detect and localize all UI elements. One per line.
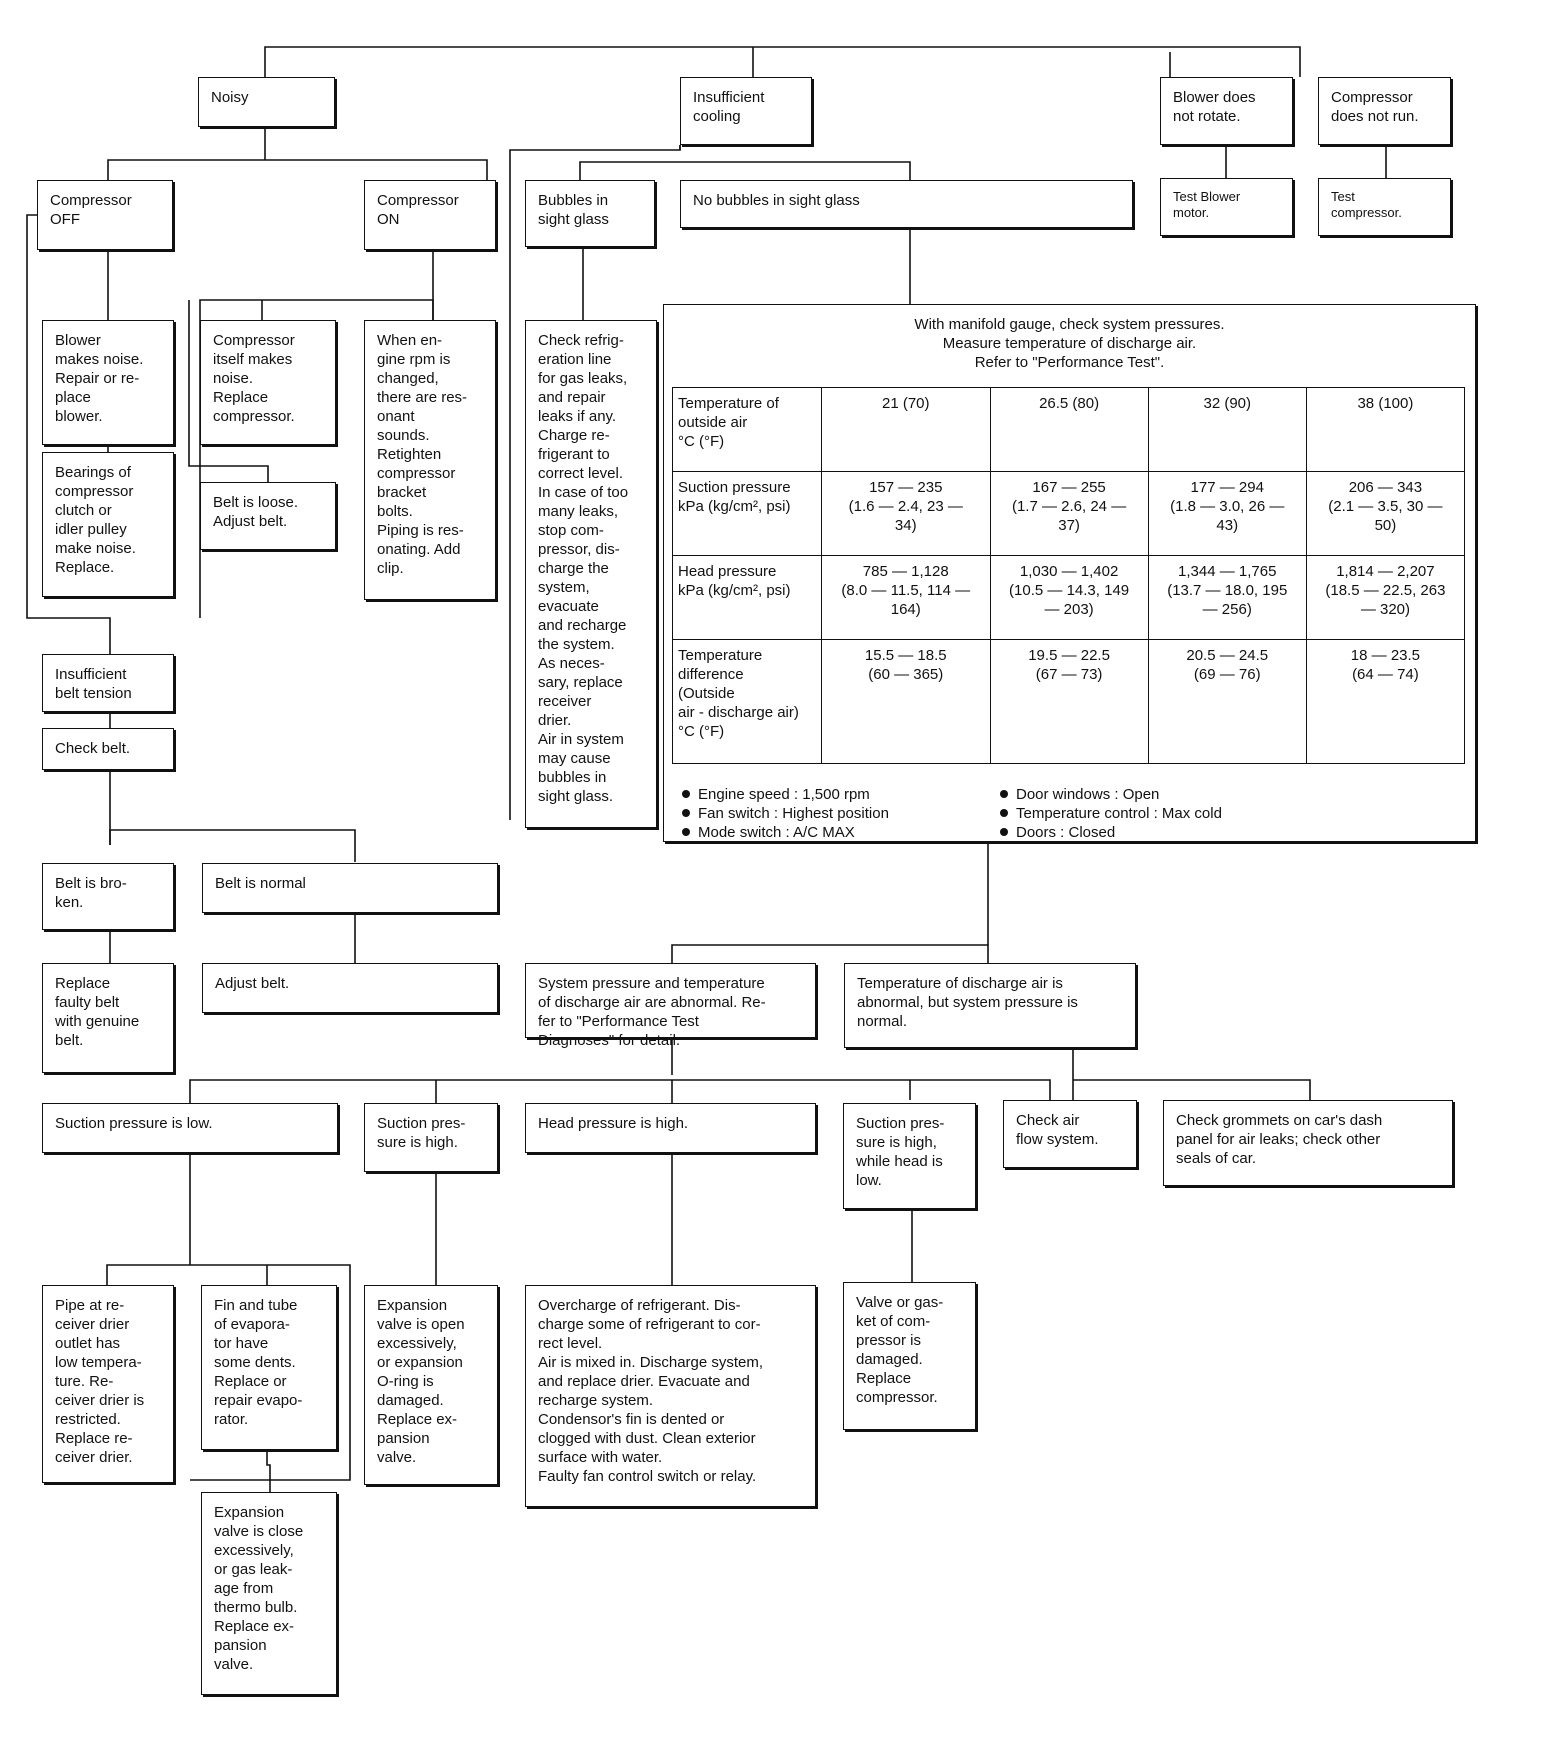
belt-broken-label: Belt is bro- ken. [55, 875, 127, 911]
suction-low-box [42, 1103, 338, 1153]
check-grommets-box [1163, 1100, 1453, 1186]
outside-temp-cell: 26.5 (80) [990, 388, 1148, 472]
condition-item [682, 823, 889, 842]
condition-text: Fan switch : Highest position [698, 805, 889, 822]
adjust-belt-box [202, 963, 498, 1013]
belt-loose-label: Belt is loose. Adjust belt. [213, 494, 299, 530]
noisy-label: Noisy [211, 89, 249, 106]
engine-rpm-label: When en- gine rpm is changed, there are res- onant sounds. Retighten compressor bracket bolts. Piping is res- onating. Add clip. [377, 332, 468, 577]
connector [190, 1080, 1050, 1103]
suction-cell: 167 — 255 (1.7 — 2.6, 24 — 37) [990, 472, 1148, 556]
condition-item [1000, 804, 1222, 823]
condition-item [682, 804, 889, 823]
compressor-on-label: Compressor ON [377, 192, 459, 228]
expansion-close-label: Expansion valve is close excessively, or gas leak- age from thermo bulb. Replace ex- pansion valve. [214, 1504, 304, 1673]
performance-table [672, 387, 1465, 764]
temp-diff-cell: 19.5 — 22.5 (67 — 73) [990, 640, 1148, 764]
valve-gasket-label: Valve or gas- ket of com- pressor is damaged. Replace compressor. [856, 1294, 944, 1406]
bearings-noise-label: Bearings of compressor clutch or idler pulley make noise. Replace. [55, 464, 136, 576]
valve-gasket-box [843, 1282, 976, 1430]
no-bubbles-box [680, 180, 1133, 228]
connector [267, 1450, 270, 1492]
check-refrigerant-box [525, 320, 657, 828]
noisy-box [198, 77, 335, 127]
suction-cell: 177 — 294 (1.8 — 3.0, 26 — 43) [1148, 472, 1306, 556]
bubbles-box [525, 180, 655, 247]
row-label-head: Head pressure kPa (kg/cm², psi) [673, 556, 822, 640]
overcharge-label: Overcharge of refrigerant. Dis- charge some of refrigerant to cor- rect level. Air is mixed in. Discharge system, and replace drier. Evacuate and recharge system. Condensor's fin is dented or clogged with dust. Clean exterior surface with water. Faulty fan control switch or relay. [538, 1297, 764, 1485]
bullet-icon [1000, 809, 1008, 817]
head-cell: 785 — 1,128 (8.0 — 11.5, 114 — 164) [822, 556, 991, 640]
suction-cell: 206 — 343 (2.1 — 3.5, 30 — 50) [1306, 472, 1464, 556]
check-air-flow-label: Check air flow system. [1016, 1112, 1099, 1148]
blower-noise-label: Blower makes noise. Repair or re- place blower. [55, 332, 144, 425]
system-abnormal-label: System pressure and temperature of discharge air are abnormal. Re- fer to "Performance Test Diagnoses" for detail. [538, 975, 766, 1049]
test-blower-label: Test Blower motor. [1173, 189, 1241, 220]
pipe-receiver-box [42, 1285, 174, 1483]
row-label-outside-temp: Temperature of outside air °C (°F) [673, 388, 822, 472]
bullet-icon [682, 809, 690, 817]
compressor-off-box [37, 180, 173, 250]
insufficient-cooling-box [680, 77, 812, 145]
conditions-left [682, 785, 889, 842]
check-refrigerant-label: Check refrig- eration line for gas leaks, and repair leaks if any. Charge re- frigerant to correct level. In case of too many leaks, stop com- pressor, dis- charge the system, evacuate and recharge the system. As neces- sary, replace receiver drier. Air in system may cause bubbles in sight glass. [538, 332, 629, 805]
temp-diff-cell: 20.5 — 24.5 (69 — 76) [1148, 640, 1306, 764]
temp-diff-cell: 15.5 — 18.5 (60 — 365) [822, 640, 991, 764]
fin-tube-label: Fin and tube of evapora- tor have some dents. Replace or repair evapo- rator. [214, 1297, 303, 1428]
bullet-icon [1000, 828, 1008, 836]
test-compressor-box [1318, 178, 1451, 236]
performance-heading: With manifold gauge, check system pressures. Measure temperature of discharge air. Refer to "Performance Test". [914, 316, 1225, 371]
suction-high-box [364, 1103, 498, 1172]
test-compressor-label: Test compressor. [1331, 189, 1402, 220]
replace-belt-label: Replace faulty belt with genuine belt. [55, 975, 140, 1049]
row-label-temp-diff: Temperature difference (Outside air - discharge air) °C (°F) [673, 640, 822, 764]
condition-text: Mode switch : A/C MAX [698, 824, 855, 841]
bullet-icon [682, 828, 690, 836]
expansion-open-label: Expansion valve is open excessively, or expansion O-ring is damaged. Replace ex- pansion valve. [377, 1297, 465, 1466]
suction-cell: 157 — 235 (1.6 — 2.4, 23 — 34) [822, 472, 991, 556]
pipe-receiver-label: Pipe at re- ceiver drier outlet has low tempera- ture. Re- ceiver drier is restricted. Replace re- ceiver drier. [55, 1297, 145, 1466]
expansion-open-box [364, 1285, 498, 1485]
compressor-itself-box [200, 320, 336, 445]
engine-rpm-box [364, 320, 496, 600]
discharge-abnormal-label: Temperature of discharge air is abnormal, but system pressure is normal. [857, 975, 1078, 1030]
discharge-abnormal-box [844, 963, 1136, 1048]
head-cell: 1,814 — 2,207 (18.5 — 22.5, 263 — 320) [1306, 556, 1464, 640]
check-air-flow-box [1003, 1100, 1137, 1168]
head-high-box [525, 1103, 816, 1153]
check-belt-box [42, 728, 174, 770]
belt-loose-box [200, 482, 336, 550]
insufficient-cooling-label: Insufficient cooling [693, 89, 765, 125]
outside-temp-cell: 38 (100) [1306, 388, 1464, 472]
connector [672, 945, 988, 963]
suction-low-label: Suction pressure is low. [55, 1115, 213, 1132]
belt-broken-box [42, 863, 174, 930]
condition-text: Doors : Closed [1016, 824, 1116, 841]
connector [110, 830, 355, 862]
condition-item [1000, 823, 1222, 842]
blower-not-rotate-label: Blower does not rotate. [1173, 89, 1256, 125]
head-cell: 1,344 — 1,765 (13.7 — 18.0, 195 — 256) [1148, 556, 1306, 640]
adjust-belt-label: Adjust belt. [215, 975, 290, 992]
condition-text: Engine speed : 1,500 rpm [698, 786, 870, 803]
check-grommets-label: Check grommets on car's dash panel for air leaks; check other seals of car. [1176, 1112, 1383, 1167]
suction-high-head-low-label: Suction pres- sure is high, while head is low. [856, 1115, 945, 1189]
bullet-icon [682, 790, 690, 798]
blower-not-rotate-box [1160, 77, 1293, 145]
suction-high-label: Suction pres- sure is high. [377, 1115, 466, 1151]
compressor-on-box [364, 180, 496, 250]
temp-diff-cell: 18 — 23.5 (64 — 74) [1306, 640, 1464, 764]
bullet-icon [1000, 790, 1008, 798]
condition-text: Temperature control : Max cold [1016, 805, 1222, 822]
insufficient-belt-tension-label: Insufficient belt tension [55, 666, 132, 702]
conditions-right [1000, 785, 1222, 842]
row-label-suction: Suction pressure kPa (kg/cm², psi) [673, 472, 822, 556]
expansion-close-box [201, 1492, 337, 1695]
connector [1073, 1080, 1310, 1100]
bubbles-label: Bubbles in sight glass [538, 192, 609, 228]
system-abnormal-box [525, 963, 816, 1049]
fin-tube-box [201, 1285, 337, 1450]
suction-high-head-low-box [843, 1103, 976, 1209]
connector [108, 160, 487, 180]
top-connector [265, 47, 1300, 77]
belt-normal-box [202, 863, 498, 913]
replace-belt-box [42, 963, 174, 1073]
condition-item [1000, 785, 1222, 804]
check-belt-label: Check belt. [55, 740, 131, 757]
insufficient-belt-tension-box [42, 654, 174, 712]
test-blower-box [1160, 178, 1293, 236]
outside-temp-cell: 32 (90) [1148, 388, 1306, 472]
no-bubbles-label: No bubbles in sight glass [693, 192, 860, 209]
compressor-off-label: Compressor OFF [50, 192, 132, 228]
overcharge-box [525, 1285, 816, 1507]
compressor-not-run-box [1318, 77, 1451, 145]
blower-noise-box [42, 320, 174, 445]
belt-normal-label: Belt is normal [215, 875, 306, 892]
outside-temp-cell: 21 (70) [822, 388, 991, 472]
head-cell: 1,030 — 1,402 (10.5 — 14.3, 149 — 203) [990, 556, 1148, 640]
head-high-label: Head pressure is high. [538, 1115, 689, 1132]
connector [580, 162, 910, 180]
condition-item [682, 785, 889, 804]
compressor-not-run-label: Compressor does not run. [1331, 89, 1419, 125]
performance-test-panel [663, 304, 1476, 842]
compressor-itself-label: Compressor itself makes noise. Replace compressor. [213, 332, 295, 425]
condition-text: Door windows : Open [1016, 786, 1160, 803]
bearings-noise-box [42, 452, 174, 597]
